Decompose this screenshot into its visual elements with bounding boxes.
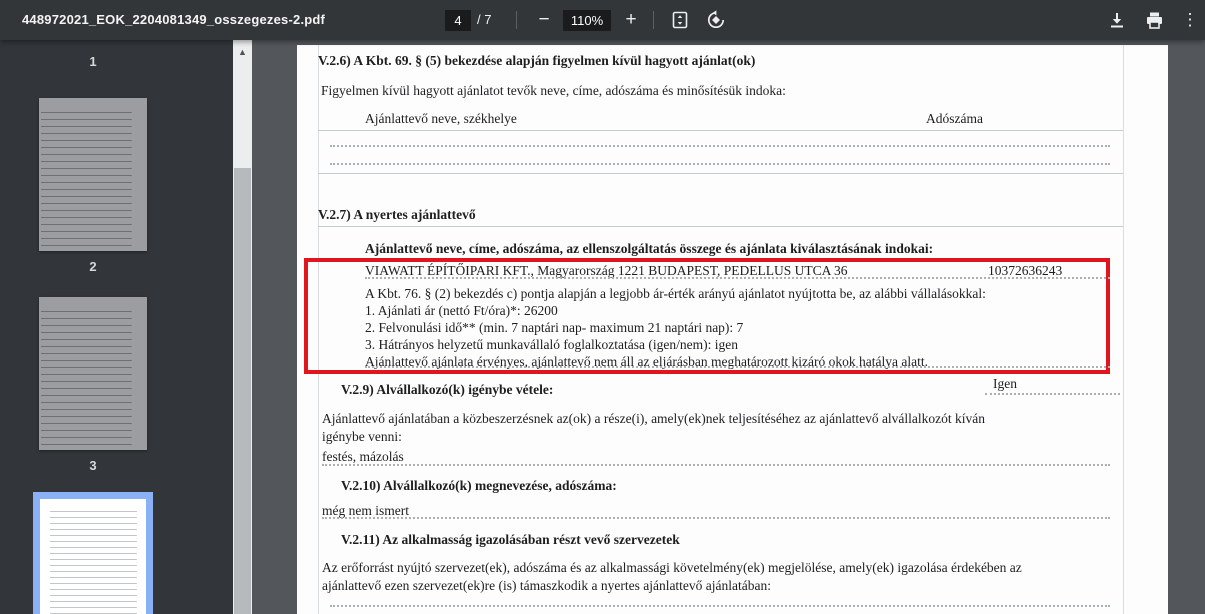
- winner-justification-line: A Kbt. 76. § (2) bekezdés c) pontja alapján a legjobb ár-érték arányú ajánlatot nyújtotta be, az alábbi vállalásokkal:: [365, 286, 986, 301]
- section-v211-heading: V.2.11) Az alkalmasság igazolásában részt vevő szervezetek: [341, 532, 680, 547]
- value-dotted-line: [985, 393, 1120, 395]
- toolbar-divider: [516, 11, 517, 29]
- column-header-name: Ajánlattevő neve, székhelye: [365, 111, 517, 126]
- fit-page-icon: [671, 11, 689, 29]
- toolbar-divider: [653, 11, 654, 29]
- winner-validity-line: Ajánlattevő ajánlata érvényes, ajánlattevő nem áll az eljárásban meghatározott kizáró okok hatálya alatt.: [365, 354, 928, 369]
- page-count-label: / 7: [477, 12, 492, 27]
- winner-row-label: Ajánlattevő neve, címe, adószáma, az ellenszolgáltatás összege és ajánlata kiválasztásának indokai:: [365, 241, 934, 256]
- winner-name: VIAWATT ÉPÍTŐIPARI KFT., Magyarország 1221 BUDAPEST, PEDELLUS UTCA 36: [365, 263, 848, 278]
- row-dotted-line: [365, 277, 1110, 279]
- thumbnail-label-2: 2: [89, 259, 97, 274]
- table-rule: [318, 226, 1123, 227]
- column-header-taxnumber: Adószáma: [926, 111, 983, 126]
- section-v27-heading: V.2.7) A nyertes ajánlattevő: [318, 207, 476, 222]
- more-options-button[interactable]: [1178, 6, 1202, 34]
- thumbnail-page-4-preview: [40, 499, 146, 614]
- v29-body-line2: igénybe venni:: [322, 429, 402, 444]
- pdf-toolbar: [0, 0, 1205, 40]
- print-button[interactable]: [1140, 6, 1168, 34]
- row-dotted-line: [322, 517, 1110, 519]
- plus-icon: +: [625, 9, 637, 30]
- page-number-input[interactable]: 4: [445, 10, 471, 31]
- table-rule: [318, 130, 1123, 131]
- table-rule: [318, 173, 1123, 174]
- document-title: 448972021_EOK_2204081349_osszegezes-2.pdf: [22, 12, 326, 27]
- rotate-button[interactable]: [702, 6, 730, 34]
- thumbnail-page-4-selected[interactable]: [33, 492, 153, 614]
- sidebar-scrollbar[interactable]: [233, 40, 252, 614]
- scroll-up-arrow-icon: ▲: [238, 47, 247, 57]
- thumbnail-sidebar: [0, 40, 252, 614]
- section-v29-heading: V.2.9) Alvállalkozó(k) igénybe vétele:: [341, 382, 554, 397]
- section-v210-heading: V.2.10) Alvállalkozó(k) megnevezése, adószáma:: [341, 478, 617, 493]
- rotate-counterclockwise-icon: [706, 10, 726, 30]
- pdf-page-4: [297, 45, 1168, 614]
- winner-criterion-1: 1. Ajánlati ár (nettó Ft/óra)*: 26200: [365, 303, 558, 318]
- zoom-in-button[interactable]: [617, 6, 645, 34]
- winner-taxnumber: 10372636243: [988, 263, 1063, 278]
- download-button[interactable]: [1103, 6, 1131, 34]
- row-dotted-line: [365, 366, 1110, 368]
- kebab-menu-icon: ⋮: [1181, 10, 1199, 29]
- v211-body-line1: Az erőforrást nyújtó szervezet(ek), adószáma és az alkalmassági követelmény(ek) megjelölése, amely(ek) igazolása érdekében az: [322, 560, 1022, 575]
- print-icon: [1145, 11, 1164, 30]
- thumbnail-label-1: 1: [89, 54, 97, 69]
- scrollbar-thumb[interactable]: [234, 168, 251, 614]
- section-v26-intro: Figyelmen kívül hagyott ajánlatot tevők neve, címe, adószáma és minősítésük indoka:: [321, 83, 786, 98]
- row-dotted-line: [330, 605, 1110, 607]
- row-dotted-line: [322, 464, 1110, 466]
- scrollbar-up-button[interactable]: [233, 40, 252, 64]
- zoom-level-input[interactable]: 110%: [563, 10, 611, 31]
- empty-row-dotted-line: [330, 145, 1110, 147]
- v29-value: Igen: [993, 376, 1017, 391]
- thumbnail-page-3[interactable]: [39, 297, 147, 450]
- fit-to-page-button[interactable]: [666, 6, 694, 34]
- table-border-right: [1123, 45, 1124, 614]
- zoom-out-button[interactable]: [530, 6, 558, 34]
- minus-icon: −: [538, 9, 550, 30]
- v210-answer: még nem ismert: [322, 503, 409, 518]
- empty-row-dotted-line: [330, 163, 1110, 165]
- v29-answer: festés, mázolás: [322, 449, 404, 464]
- thumbnail-label-3: 3: [89, 458, 97, 473]
- thumbnail-page-2[interactable]: [39, 98, 147, 251]
- winner-criterion-3: 3. Hátrányos helyzetű munkavállaló foglalkoztatása (igen/nem): igen: [365, 337, 738, 352]
- download-icon: [1108, 11, 1126, 29]
- v29-body-line1: Ajánlattevő ajánlatában a közbeszerzésnek az(ok) a része(i), amely(ek)nek teljesítéséhez az ajánlattevő alvállalkozót kíván: [322, 411, 986, 426]
- pdf-viewport: [252, 40, 1205, 614]
- winner-criterion-2: 2. Felvonulási idő** (min. 7 naptári nap- maximum 21 naptári nap): 7: [365, 320, 744, 335]
- v211-body-line2: ajánlattevő ezen szervezet(ek)re (is) támaszkodik a nyertes ajánlattevő ajánlatában:: [322, 578, 772, 593]
- section-v26-heading: V.2.6) A Kbt. 69. § (5) bekezdése alapján figyelmen kívül hagyott ajánlat(ok): [318, 53, 756, 68]
